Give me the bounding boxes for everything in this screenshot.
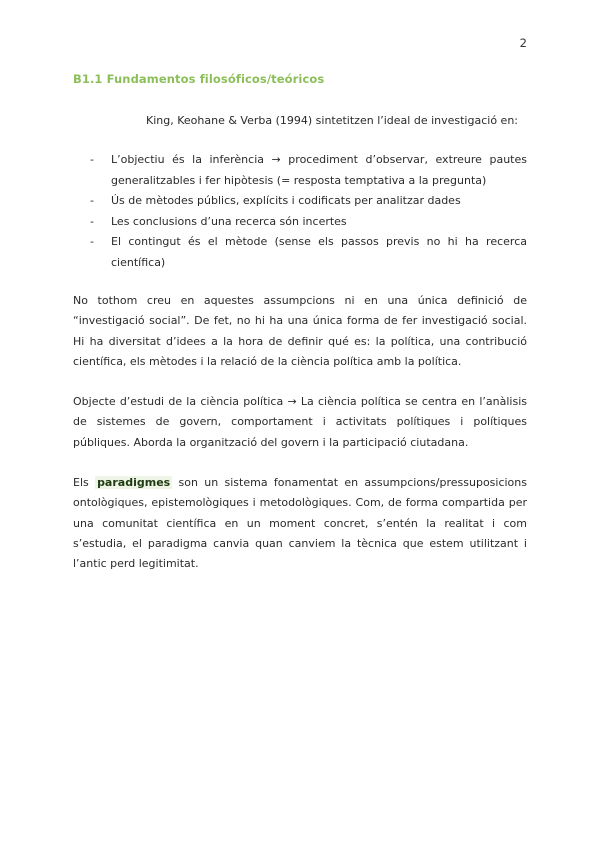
paragraph-object-of-study: Objecte d’estudi de la ciència política → La ciència política se centra en l’anàlisis de sistemes de govern, comportament i activitats polítiques i polítiques públiques. Aborda la organització del govern i la participació ciutadana.	[73, 395, 527, 449]
highlighted-term: paradigmes	[97, 476, 171, 489]
list-item-text: Les conclusions d’una recerca són incertes	[111, 214, 347, 228]
list-item-text: L’objectiu és la inferència → procediment d’observar, extreure pautes generalitzables i fer hipòtesis (= resposta temptativa a la pregunta)	[111, 153, 527, 187]
list-item	[73, 191, 527, 212]
list-item	[73, 212, 527, 233]
bullet-list	[73, 150, 527, 273]
bullet-dash: -	[90, 235, 94, 248]
list-item	[73, 232, 527, 273]
page-number: 2	[519, 36, 527, 50]
bullet-dash: -	[90, 214, 94, 228]
list-item-text: Ús de mètodes públics, explícits i codificats per analitzar dades	[111, 194, 461, 207]
section-heading: B1.1 Fundamentos filosóficos/teóricos	[73, 72, 325, 86]
paragraph-research-definitions: No tothom creu en aquestes assumpcions ni en una única definició de “investigació social”. De fet, no hi ha una única forma de fer investigació social. Hi ha diversitat d’idees a la hora de definir qué es: la política, una contribució científica, els mètodes i la relació de la ciència política amb la política.	[73, 294, 527, 368]
bullet-dash: -	[90, 153, 94, 166]
bullet-dash: -	[90, 194, 94, 207]
list-item	[73, 150, 527, 191]
intro-sentence: King, Keohane & Verba (1994) sintetitzen l’ideal de investigació en:	[146, 114, 518, 127]
paradigms-lead-text: Els	[73, 476, 89, 489]
paradigms-body-text: son un sistema fonamentat en assumpcions/pressuposicions ontològiques, epistemològiques i metodològiques. Com, de forma compartida per una comunitat científica en un moment concret, s’entén la realitat i com s’estudia, el paradigma canvia quan canviem la tècnica que estem utilitzant i l’antic perd legitimitat.	[73, 476, 527, 571]
list-item-text: El contingut és el mètode (sense els passos previs no hi ha recerca científica)	[111, 235, 527, 269]
paragraph-paradigms	[73, 473, 527, 574]
